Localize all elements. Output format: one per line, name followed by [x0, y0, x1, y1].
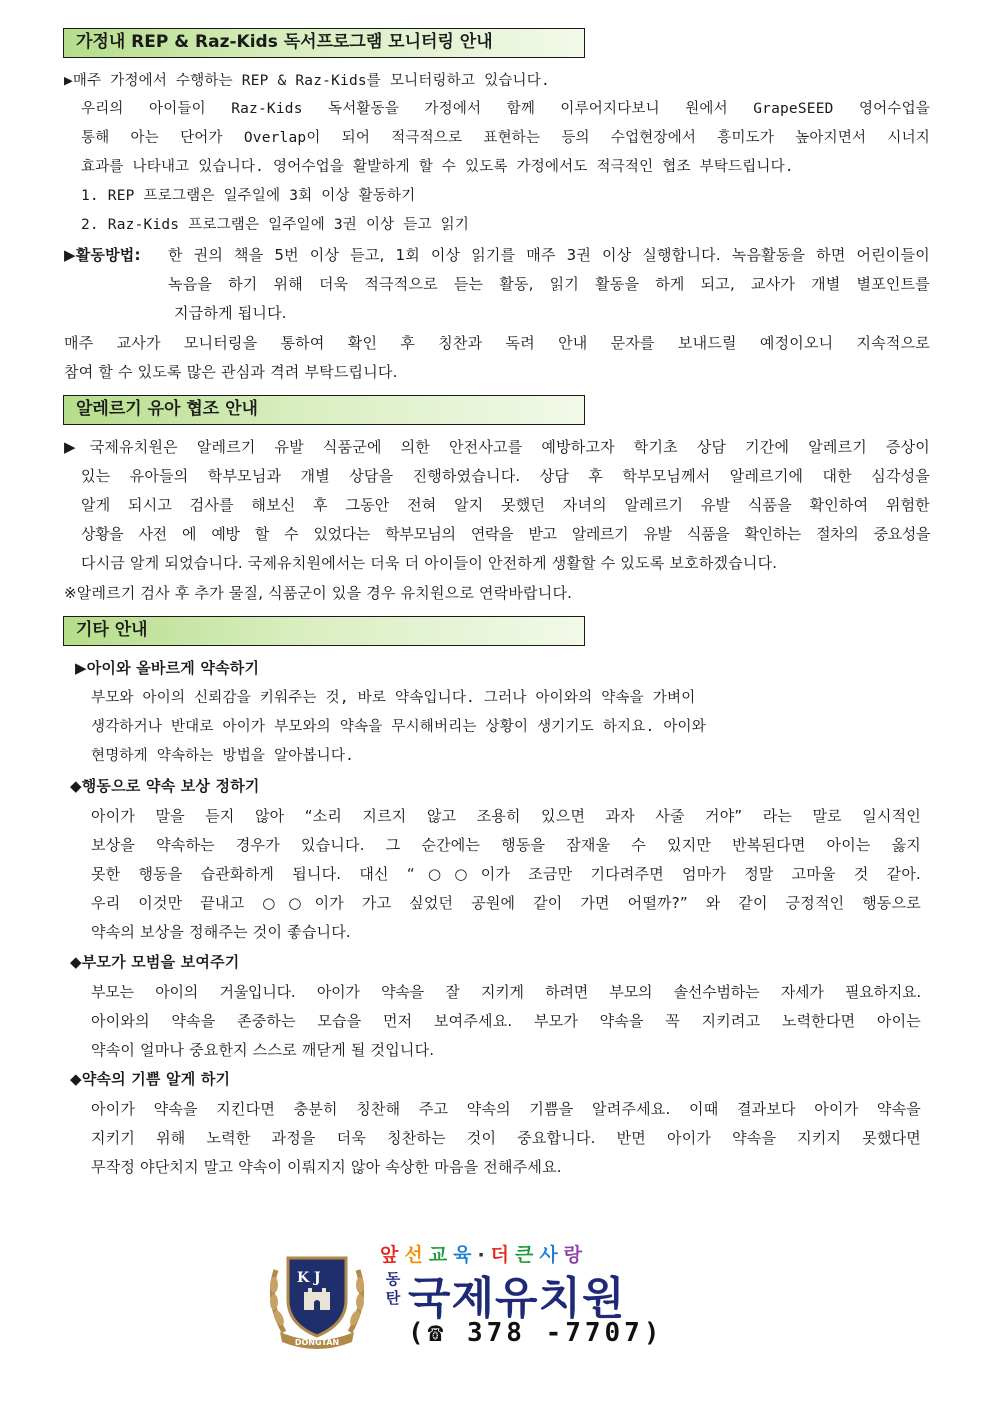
allergy-note: ※알레르기 검사 후 추가 물질, 식품군이 있을 경우 유치원으로 연락바랍니다. — [64, 584, 573, 602]
slogan-char: 더 — [490, 1244, 516, 1266]
reading-line-4: 효과를 나타내고 있습니다. 영어수업을 활발하게 할 수 있도록 가정에서도 적극적인 협조 부탁드립니다. — [81, 159, 794, 175]
slogan-char: · — [477, 1244, 491, 1266]
reward-line-5: 약속의 보상을 정해주는 것이 좋습니다. — [91, 923, 351, 941]
promise-intro-3: 현명하게 약속하는 방법을 알아봅니다. — [91, 748, 355, 764]
activity-line-1: 한 권의 책을 5번 이상 듣고, 1회 이상 읽기를 매주 3권 이상 실행합니다. 녹음활동을 하면 어린이들이 — [168, 246, 930, 264]
allergy-line-5: 다시금 알게 되었습니다. 국제유치원에서는 더욱 더 아이들이 안전하게 생활할 수 있도록 보호하겠습니다. — [81, 554, 778, 572]
slogan-char: 사 — [539, 1244, 564, 1266]
promise-intro-2: 생각하거나 반대로 아이가 부모와의 약속을 무시해버리는 상황이 생기기도 하지요. 아이와 — [91, 719, 706, 735]
reading-rule-1: 1. REP 프로그램은 일주일에 3회 이상 활동하기 — [81, 188, 416, 204]
item-heading-reward: ◆행동으로 약속 보상 정하기 — [70, 777, 260, 795]
reading-closing-2: 참여 할 수 있도록 많은 관심과 격려 부탁드립니다. — [64, 363, 398, 381]
model-line-2: 아이와의 약속을 존중하는 모습을 먼저 보여주세요. 부모가 약속을 꼭 지키려고 노력한다면 아이는 — [91, 1012, 921, 1030]
reading-rule-2: 2. Raz-Kids 프로그램은 일주일에 3권 이상 듣고 읽기 — [81, 217, 470, 233]
allergy-line-4: 상황을 사전 에 예방 할 수 있었다는 학부모님의 연락을 받고 알레르기 유발 식품을 확인하는 절차의 중요성을 — [81, 525, 930, 543]
reward-line-4: 우리 이것만 끝내고 ○○이가 가고 싶었던 공원에 같이 가면 어떨까?” 와 같이 긍정적인 행동으로 — [91, 894, 921, 912]
reward-line-1: 아이가 말을 듣지 않아 “소리 지르지 않고 조용히 있으면 과자 사줄 거야” 라는 말로 일시적인 — [91, 807, 921, 825]
reading-line-1: ▶매주 가정에서 수행하는 REP & Raz-Kids를 모니터링하고 있습니다. — [64, 73, 550, 89]
section-header-other: 기타 안내 — [63, 616, 585, 646]
slogan-char: 큰 — [515, 1244, 540, 1266]
reward-line-3: 못한 행동을 습관화하게 됩니다. 대신 “○○이가 조금만 기다려주면 엄마가 정말 고마울 것 같아. — [91, 865, 921, 883]
slogan-char: 교 — [428, 1244, 454, 1266]
kindergarten-logo — [262, 1240, 702, 1350]
allergy-line-3: 알게 되시고 검사를 해보신 후 그동안 전혀 알지 못했던 자녀의 알레르기 유발 식품을 확인하여 위험한 — [81, 496, 930, 514]
joy-line-2: 지키기 위해 노력한 과정을 더욱 칭찬하는 것이 중요합니다. 반면 아이가 약속을 지키지 못했다면 — [91, 1129, 921, 1147]
emblem-ribbon: DONGTAN — [294, 1338, 340, 1347]
slogan-char: 육 — [453, 1244, 478, 1266]
activity-line-3: 지급하게 됩니다. — [174, 304, 287, 322]
reading-line-2: 우리의 아이들이 Raz-Kids 독서활동을 가정에서 함께 이루어지다보니 원에서 GrapeSEED 영어수업을 — [81, 101, 930, 117]
allergy-line-1: ▶국제유치원은 알레르기 유발 식품군에 의한 안전사고를 예방하고자 학기초 상담 기간에 알레르기 증상이 — [64, 438, 930, 456]
promise-subtitle: ▶아이와 올바르게 약속하기 — [75, 659, 260, 677]
activity-line-2: 녹음을 하기 위해 더욱 적극적으로 듣는 활동, 읽기 활동을 하게 되고, 교사가 개별 별포인트를 — [168, 275, 930, 293]
item-heading-model: ◆부모가 모범을 보여주기 — [70, 953, 240, 971]
reading-closing-1: 매주 교사가 모니터링을 통하여 확인 후 칭찬과 독려 안내 문자를 보내드릴 예정이오니 지속적으로 — [64, 334, 930, 352]
reward-line-2: 보상을 약속하는 경우가 있습니다. 그 순간에는 행동을 잠재울 수 있지만 반복된다면 아이는 옳지 — [91, 836, 921, 854]
branch-name: 동탄 — [385, 1270, 401, 1307]
model-line-3: 약속이 얼마나 중요한지 스스로 깨닫게 될 것입니다. — [91, 1041, 435, 1059]
promise-intro-1: 부모와 아이의 신뢰감을 키워주는 것, 바로 약속입니다. 그러나 아이와의 약속을 가벼이 — [91, 690, 696, 706]
slogan-char: 랑 — [563, 1244, 589, 1266]
reading-line-3: 통해 아는 단어가 Overlap이 되어 적극적으로 표현하는 등의 수업현장에서 흥미도가 높아지면서 시너지 — [81, 130, 930, 146]
phone-number: (☎ 378 -7707) — [408, 1318, 664, 1348]
section-header-allergy: 알레르기 유아 협조 안내 — [63, 395, 585, 425]
joy-line-3: 무작정 야단치지 말고 약속이 이뤄지지 않아 속상한 마음을 전해주세요. — [91, 1158, 562, 1176]
item-heading-joy: ◆약속의 기쁨 알게 하기 — [70, 1070, 231, 1088]
slogan-char: 선 — [404, 1244, 429, 1266]
emblem-letters: K J — [297, 1270, 321, 1286]
model-line-1: 부모는 아이의 거울입니다. 아이가 약속을 잘 지키게 하려면 부모의 솔선수범하는 자세가 필요하지요. — [91, 983, 921, 1001]
section-header-reading: 가정내 REP & Raz-Kids 독서프로그램 모니터링 안내 — [63, 28, 585, 58]
slogan-char: 앞 — [380, 1244, 405, 1266]
emblem-icon — [262, 1240, 372, 1350]
allergy-line-2: 있는 유아들의 학부모님과 개별 상담을 진행하였습니다. 상담 후 학부모님께서 알레르기에 대한 심각성을 — [81, 467, 930, 485]
activity-label: ▶활동방법: — [64, 246, 141, 264]
kindergarten-name: 국제유치원 — [408, 1273, 626, 1324]
joy-line-1: 아이가 약속을 지킨다면 충분히 칭찬해 주고 약속의 기쁨을 알려주세요. 이때 결과보다 아이가 약속을 — [91, 1100, 921, 1118]
